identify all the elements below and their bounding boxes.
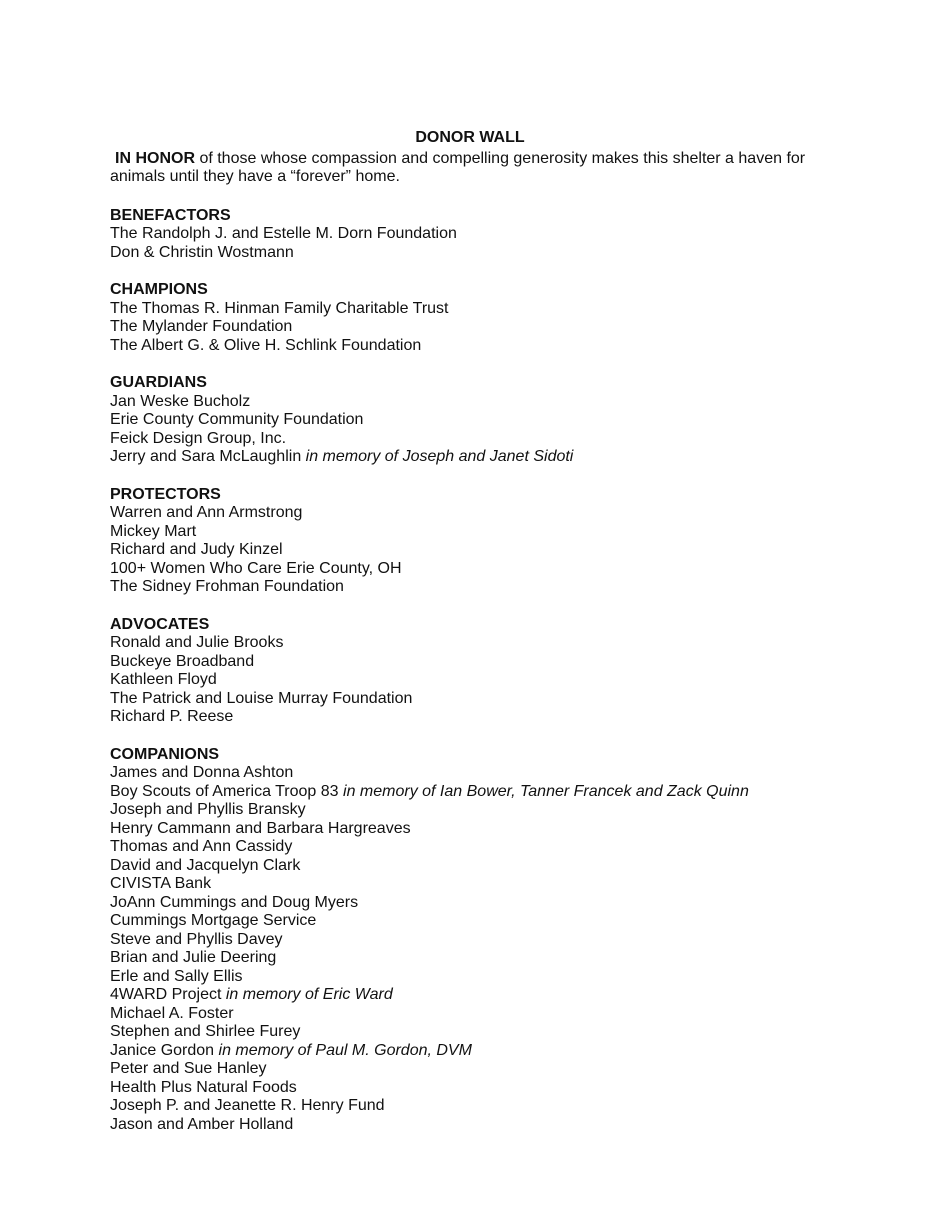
donor-entry: [110, 653, 850, 672]
donor-entry: [110, 1042, 850, 1061]
donor-entry: [110, 671, 850, 690]
donor-entry: [110, 1097, 850, 1116]
donor-entry: [110, 912, 850, 931]
donor-sections: [110, 207, 850, 1135]
donor-entry: [110, 875, 850, 894]
donor-name: Peter and Sue Hanley: [110, 1060, 267, 1077]
donor-name: Feick Design Group, Inc.: [110, 429, 287, 447]
donor-entry: [110, 300, 850, 319]
donor-name: David and Jacquelyn Clark: [110, 856, 301, 874]
intro-paragraph: [110, 150, 850, 187]
donor-entry: [110, 448, 850, 467]
donor-name: Jan Weske Bucholz: [110, 392, 251, 410]
donor-name: Stephen and Shirlee Furey: [110, 1023, 301, 1040]
section-heading: GUARDIANS: [110, 374, 207, 391]
donor-name: 4WARD Project: [110, 986, 226, 1003]
donor-name: Janice Gordon: [110, 1041, 219, 1059]
donor-entry: [110, 857, 850, 876]
page-title: DONOR WALL: [415, 129, 525, 146]
donor-name: The Albert G. & Olive H. Schlink Foundation: [110, 336, 422, 354]
donor-name: Henry Cammann and Barbara Hargreaves: [110, 819, 411, 837]
donor-section-champions: [110, 281, 850, 355]
intro-lead: IN HONOR: [115, 149, 195, 167]
donor-entry: [110, 1060, 850, 1079]
donor-name: Ronald and Julie Brooks: [110, 634, 284, 651]
donor-name: Warren and Ann Armstrong: [110, 504, 303, 521]
donor-entry: [110, 690, 850, 709]
donor-name: Boy Scouts of America Troop 83: [110, 782, 344, 800]
donor-name: The Randolph J. and Estelle M. Dorn Foundation: [110, 225, 457, 242]
donor-name: Joseph and Phyllis Bransky: [110, 801, 306, 818]
donor-name: Thomas and Ann Cassidy: [110, 838, 293, 855]
donor-entry: [110, 393, 850, 412]
donor-entry: [110, 820, 850, 839]
donor-name: Richard P. Reese: [110, 708, 234, 725]
donor-name: The Patrick and Louise Murray Foundation: [110, 689, 413, 707]
donor-section-guardians: [110, 374, 850, 467]
donor-entry: [110, 1116, 850, 1135]
donor-entry: [110, 523, 850, 542]
donor-name: Jerry and Sara McLaughlin: [110, 448, 306, 465]
document-page: [110, 129, 850, 1153]
donor-entry: [110, 783, 850, 802]
donor-name: Jason and Amber Holland: [110, 1115, 294, 1133]
donor-name: Joseph P. and Jeanette R. Henry Fund: [110, 1097, 385, 1114]
donor-name: The Thomas R. Hinman Family Charitable Trust: [110, 299, 449, 317]
donor-entry: [110, 1005, 850, 1024]
donor-entry: [110, 504, 850, 523]
donor-name: 100+ Women Who Care Erie County, OH: [110, 559, 402, 577]
donor-name: Don & Christin Wostmann: [110, 243, 294, 261]
donor-entry: [110, 541, 850, 560]
memorial-note: in memory of Paul M. Gordon, DVM: [218, 1041, 472, 1059]
donor-name: Richard and Judy Kinzel: [110, 541, 283, 558]
donor-entry: [110, 986, 850, 1005]
donor-entry: [110, 1023, 850, 1042]
donor-entry: [110, 318, 850, 337]
donor-entry: [110, 634, 850, 653]
donor-entry: [110, 411, 850, 430]
donor-entry: [110, 931, 850, 950]
donor-entry: [110, 337, 850, 356]
donor-section-protectors: [110, 486, 850, 597]
donor-entry: [110, 968, 850, 987]
section-heading: COMPANIONS: [110, 745, 220, 763]
donor-entry: [110, 560, 850, 579]
donor-name: Steve and Phyllis Davey: [110, 930, 283, 948]
donor-entry: [110, 430, 850, 449]
donor-name: Kathleen Floyd: [110, 671, 217, 688]
donor-section-advocates: [110, 616, 850, 727]
donor-entry: [110, 949, 850, 968]
donor-name: Cummings Mortgage Service: [110, 912, 317, 929]
donor-entry: [110, 894, 850, 913]
donor-name: Erle and Sally Ellis: [110, 967, 243, 985]
donor-section-companions: [110, 746, 850, 1135]
donor-name: Mickey Mart: [110, 522, 197, 540]
donor-name: James and Donna Ashton: [110, 764, 294, 781]
donor-name: The Mylander Foundation: [110, 318, 293, 335]
memorial-note: in memory of Eric Ward: [225, 986, 393, 1003]
donor-entry: [110, 1079, 850, 1098]
section-heading: PROTECTORS: [110, 485, 221, 503]
donor-name: CIVISTA Bank: [110, 875, 212, 892]
donor-entry: [110, 244, 850, 263]
section-heading: ADVOCATES: [110, 615, 210, 633]
donor-entry: [110, 578, 850, 597]
memorial-note: in memory of Ian Bower, Tanner Francek and Zack Quinn: [343, 782, 749, 800]
donor-name: Erie County Community Foundation: [110, 411, 364, 428]
donor-name: The Sidney Frohman Foundation: [110, 578, 344, 595]
donor-section-benefactors: [110, 207, 850, 263]
donor-name: Health Plus Natural Foods: [110, 1078, 297, 1096]
donor-name: Brian and Julie Deering: [110, 949, 277, 966]
donor-name: Michael A. Foster: [110, 1004, 234, 1022]
intro-text: of those whose compassion and compelling generosity makes this shelter a haven for animals until they have a “forever” home.: [110, 149, 806, 185]
donor-entry: [110, 764, 850, 783]
donor-entry: [110, 708, 850, 727]
donor-entry: [110, 838, 850, 857]
donor-name: Buckeye Broadband: [110, 652, 255, 670]
memorial-note: in memory of Joseph and Janet Sidoti: [305, 448, 574, 465]
donor-entry: [110, 801, 850, 820]
donor-entry: [110, 225, 850, 244]
section-heading: CHAMPIONS: [110, 281, 208, 298]
donor-name: JoAnn Cummings and Doug Myers: [110, 893, 359, 911]
section-heading: BENEFACTORS: [110, 206, 231, 224]
